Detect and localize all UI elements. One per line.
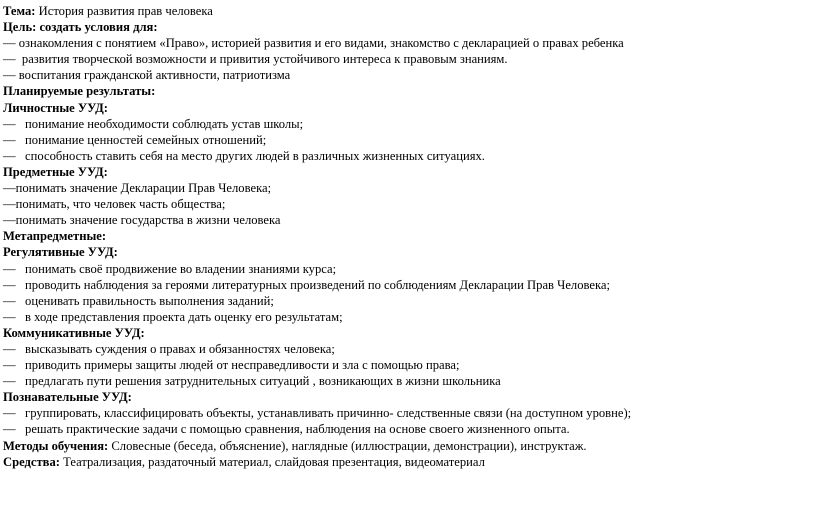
body-text: — предлагать пути решения затруднительных ситуаций , возникающих в жизни школьника xyxy=(3,374,501,389)
bold-text: Методы обучения: xyxy=(3,438,109,453)
body-text: — способность ставить себя на место других людей в различных жизненных ситуациях. xyxy=(3,148,485,163)
line-section-heading xyxy=(3,228,816,244)
bold-text: Тема: xyxy=(3,4,36,18)
line-goal-item xyxy=(3,67,816,83)
line-list-item xyxy=(3,357,816,373)
line-list-item xyxy=(3,148,816,164)
bold-text: Личностные УУД: xyxy=(3,100,108,115)
line-list-item xyxy=(3,277,816,293)
line-list-item xyxy=(3,212,816,228)
line-section-heading xyxy=(3,244,816,260)
bold-text: Регулятивные УУД: xyxy=(3,245,118,260)
document-body xyxy=(3,3,816,470)
line-section-heading xyxy=(3,325,816,341)
body-text: — понимание необходимости соблюдать устав школы; xyxy=(3,116,304,131)
line-means xyxy=(3,454,816,470)
body-text: Театрализация, раздаточный материал, слайдовая презентация, видеоматериал xyxy=(59,454,485,469)
body-text: — решать практические задачи с помощью сравнения, наблюдения на основе своего жизненного опыта. xyxy=(3,422,570,437)
line-topic xyxy=(3,3,816,19)
body-text: История развития прав человека xyxy=(35,4,213,18)
line-list-item xyxy=(3,421,816,437)
line-list-item xyxy=(3,132,816,148)
body-text: — ознакомления с понятием «Право», историей развития и его видами, знакомство с декларацией о правах ребенка xyxy=(3,36,624,51)
bold-text: Познавательные УУД: xyxy=(3,390,132,405)
line-section-heading xyxy=(3,164,816,180)
line-list-item xyxy=(3,405,816,421)
line-section-heading xyxy=(3,389,816,405)
body-text: — в ходе представления проекта дать оценку его результатам; xyxy=(3,309,343,324)
line-list-item xyxy=(3,261,816,277)
bold-text: Средства: xyxy=(3,454,60,469)
body-text: Словесные (беседа, объяснение), наглядные (иллюстрации, демонстрации), инструктаж. xyxy=(108,438,587,453)
bold-text: Планируемые результаты: xyxy=(3,84,156,99)
body-text: — проводить наблюдения за героями литературных произведений по соблюдениям Декларации Прав Человека; xyxy=(3,277,610,292)
body-text: — оценивать правильность выполнения заданий; xyxy=(3,293,274,308)
line-list-item xyxy=(3,180,816,196)
bold-text: Цель: создать условия для: xyxy=(3,20,158,35)
body-text: — понимать своё продвижение во владении знаниями курса; xyxy=(3,261,337,276)
bold-text: Предметные УУД: xyxy=(3,164,108,179)
line-list-item xyxy=(3,293,816,309)
body-text: — приводить примеры защиты людей от несправедливости и зла с помощью права; xyxy=(3,358,460,373)
line-list-item xyxy=(3,373,816,389)
line-goal-item xyxy=(3,35,816,51)
line-list-item xyxy=(3,196,816,212)
bold-text: Коммуникативные УУД: xyxy=(3,325,145,340)
line-section-heading xyxy=(3,100,816,116)
body-text: — воспитания гражданской активности, патриотизма xyxy=(3,68,291,83)
line-list-item xyxy=(3,116,816,132)
line-methods xyxy=(3,438,816,454)
line-goal-item xyxy=(3,51,816,67)
body-text: — развития творческой возможности и привития устойчивого интереса к правовым знаниям. xyxy=(3,52,508,67)
body-text: —понимать значение Декларации Прав Человека; xyxy=(3,181,272,196)
line-section-heading xyxy=(3,83,816,99)
body-text: —понимать, что человек часть общества; xyxy=(3,197,226,212)
body-text: — группировать, классифицировать объекты, устанавливать причинно- следственные связи (на доступном уровне); xyxy=(3,406,632,421)
bold-text: Метапредметные: xyxy=(3,229,107,244)
line-list-item xyxy=(3,309,816,325)
body-text: —понимать значение государства в жизни человека xyxy=(3,213,281,228)
line-goal-heading xyxy=(3,19,816,35)
body-text: — высказывать суждения о правах и обязанностях человека; xyxy=(3,341,335,356)
body-text: — понимание ценностей семейных отношений; xyxy=(3,132,267,147)
line-list-item xyxy=(3,341,816,357)
